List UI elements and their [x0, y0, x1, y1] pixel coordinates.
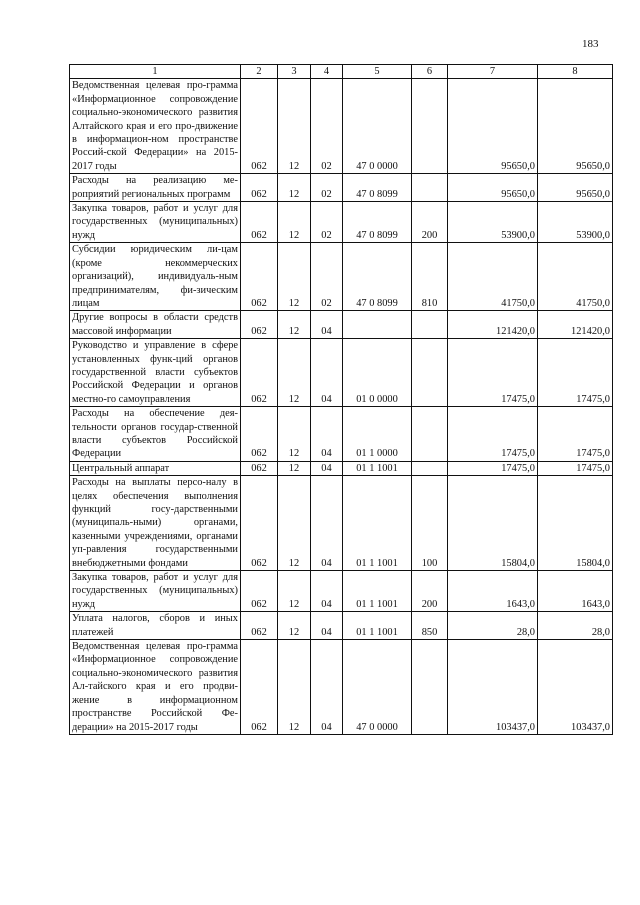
- target-article-cell: 47 0 8099: [343, 174, 412, 202]
- amount-cell: 15804,0: [448, 476, 538, 571]
- subsection-cell: 02: [311, 202, 343, 243]
- amount-cell: 28,0: [448, 612, 538, 640]
- row-name-cell: Расходы на выплаты персо-налу в целях обеспечения выполнения функций госу-дарственными (муниципаль-ными) органами, казенными учреждениями, органами уп-равления государственными внебюджетными фондами: [70, 476, 241, 571]
- row-name-cell: Расходы на обеспечение дея-тельности органов государ-ственной власти субъектов Российской Федерации: [70, 407, 241, 462]
- table-row: [70, 461, 613, 475]
- expense-type-cell: [412, 79, 448, 174]
- target-article-cell: 01 1 1001: [343, 571, 412, 612]
- amount-total-cell: 53900,0: [538, 202, 613, 243]
- section-cell: 12: [278, 612, 311, 640]
- row-name-cell: Ведомственная целевая про-грамма «Информационное сопровождение социально-экономического развития Алтайского края и его про-движение в информацион-ном пространстве Россий-ской Федерации» на 2015-2017 годы: [70, 79, 241, 174]
- row-name-cell: Руководство и управление в сфере установленных функ-ций органов государственной власти субъектов Российской Федерации и органов местно-го самоуправления: [70, 339, 241, 407]
- table-row: [70, 79, 613, 174]
- header-cell: 2: [241, 65, 278, 79]
- expense-type-cell: [412, 640, 448, 735]
- target-article-cell: 01 1 1001: [343, 476, 412, 571]
- section-cell: 12: [278, 640, 311, 735]
- expense-type-cell: [412, 339, 448, 407]
- amount-cell: 1643,0: [448, 571, 538, 612]
- amount-total-cell: 28,0: [538, 612, 613, 640]
- header-cell: 5: [343, 65, 412, 79]
- amount-cell: 17475,0: [448, 461, 538, 475]
- code-cell: 062: [241, 202, 278, 243]
- code-cell: 062: [241, 461, 278, 475]
- amount-total-cell: 17475,0: [538, 339, 613, 407]
- section-cell: 12: [278, 461, 311, 475]
- code-cell: 062: [241, 571, 278, 612]
- budget-table: [69, 64, 613, 735]
- amount-cell: 95650,0: [448, 79, 538, 174]
- amount-total-cell: 95650,0: [538, 79, 613, 174]
- section-cell: 12: [278, 476, 311, 571]
- amount-total-cell: 103437,0: [538, 640, 613, 735]
- target-article-cell: 01 1 0000: [343, 407, 412, 462]
- row-name-cell: Уплата налогов, сборов и иных платежей: [70, 612, 241, 640]
- section-cell: 12: [278, 311, 311, 339]
- target-article-cell: 47 0 0000: [343, 79, 412, 174]
- table-row: [70, 202, 613, 243]
- subsection-cell: 04: [311, 612, 343, 640]
- table-row: [70, 612, 613, 640]
- subsection-cell: 04: [311, 571, 343, 612]
- table-row: [70, 407, 613, 462]
- code-cell: 062: [241, 339, 278, 407]
- header-cell: 3: [278, 65, 311, 79]
- header-cell: 7: [448, 65, 538, 79]
- amount-total-cell: 15804,0: [538, 476, 613, 571]
- subsection-cell: 02: [311, 79, 343, 174]
- row-name-cell: Закупка товаров, работ и услуг для государственных (муниципальных) нужд: [70, 202, 241, 243]
- amount-cell: 53900,0: [448, 202, 538, 243]
- header-cell: 8: [538, 65, 613, 79]
- code-cell: 062: [241, 311, 278, 339]
- target-article-cell: 47 0 8099: [343, 243, 412, 311]
- section-cell: 12: [278, 407, 311, 462]
- code-cell: 062: [241, 407, 278, 462]
- code-cell: 062: [241, 640, 278, 735]
- table-row: [70, 339, 613, 407]
- code-cell: 062: [241, 612, 278, 640]
- header-row: [70, 65, 613, 79]
- code-cell: 062: [241, 243, 278, 311]
- table-row: [70, 476, 613, 571]
- header-cell: 6: [412, 65, 448, 79]
- expense-type-cell: 810: [412, 243, 448, 311]
- table-row: [70, 311, 613, 339]
- subsection-cell: 04: [311, 311, 343, 339]
- header-cell: 4: [311, 65, 343, 79]
- amount-cell: 95650,0: [448, 174, 538, 202]
- target-article-cell: 47 0 8099: [343, 202, 412, 243]
- section-cell: 12: [278, 339, 311, 407]
- table-row: [70, 243, 613, 311]
- expense-type-cell: 850: [412, 612, 448, 640]
- expense-type-cell: 200: [412, 202, 448, 243]
- row-name-cell: Закупка товаров, работ и услуг для государственных (муниципальных) нужд: [70, 571, 241, 612]
- amount-cell: 103437,0: [448, 640, 538, 735]
- row-name-cell: Центральный аппарат: [70, 461, 241, 475]
- target-article-cell: 01 1 1001: [343, 461, 412, 475]
- subsection-cell: 04: [311, 640, 343, 735]
- section-cell: 12: [278, 174, 311, 202]
- target-article-cell: 01 0 0000: [343, 339, 412, 407]
- amount-cell: 41750,0: [448, 243, 538, 311]
- target-article-cell: [343, 311, 412, 339]
- header-cell: 1: [70, 65, 241, 79]
- expense-type-cell: [412, 311, 448, 339]
- code-cell: 062: [241, 174, 278, 202]
- expense-type-cell: [412, 407, 448, 462]
- amount-total-cell: 1643,0: [538, 571, 613, 612]
- expense-type-cell: [412, 461, 448, 475]
- subsection-cell: 04: [311, 461, 343, 475]
- amount-total-cell: 17475,0: [538, 407, 613, 462]
- amount-total-cell: 41750,0: [538, 243, 613, 311]
- row-name-cell: Ведомственная целевая про-грамма «Информационное сопровождение социально-экономического развития Ал-тайского края и его продви-жение в информационном пространстве Российской Фе-дерации» на 2015-2017 годы: [70, 640, 241, 735]
- row-name-cell: Расходы на реализацию ме-роприятий региональных программ: [70, 174, 241, 202]
- amount-cell: 17475,0: [448, 407, 538, 462]
- page-number: 183: [582, 38, 599, 50]
- section-cell: 12: [278, 571, 311, 612]
- table-row: [70, 571, 613, 612]
- amount-total-cell: 121420,0: [538, 311, 613, 339]
- amount-cell: 121420,0: [448, 311, 538, 339]
- amount-cell: 17475,0: [448, 339, 538, 407]
- target-article-cell: 47 0 0000: [343, 640, 412, 735]
- section-cell: 12: [278, 202, 311, 243]
- expense-type-cell: [412, 174, 448, 202]
- table-row: [70, 640, 613, 735]
- subsection-cell: 04: [311, 476, 343, 571]
- section-cell: 12: [278, 243, 311, 311]
- subsection-cell: 02: [311, 174, 343, 202]
- section-cell: 12: [278, 79, 311, 174]
- code-cell: 062: [241, 79, 278, 174]
- table-row: [70, 174, 613, 202]
- code-cell: 062: [241, 476, 278, 571]
- row-name-cell: Другие вопросы в области средств массовой информации: [70, 311, 241, 339]
- amount-total-cell: 17475,0: [538, 461, 613, 475]
- subsection-cell: 04: [311, 407, 343, 462]
- amount-total-cell: 95650,0: [538, 174, 613, 202]
- target-article-cell: 01 1 1001: [343, 612, 412, 640]
- subsection-cell: 02: [311, 243, 343, 311]
- expense-type-cell: 100: [412, 476, 448, 571]
- row-name-cell: Субсидии юридическим ли-цам (кроме некоммерческих организаций), индивидуаль-ным предпринимателям, фи-зическим лицам: [70, 243, 241, 311]
- subsection-cell: 04: [311, 339, 343, 407]
- expense-type-cell: 200: [412, 571, 448, 612]
